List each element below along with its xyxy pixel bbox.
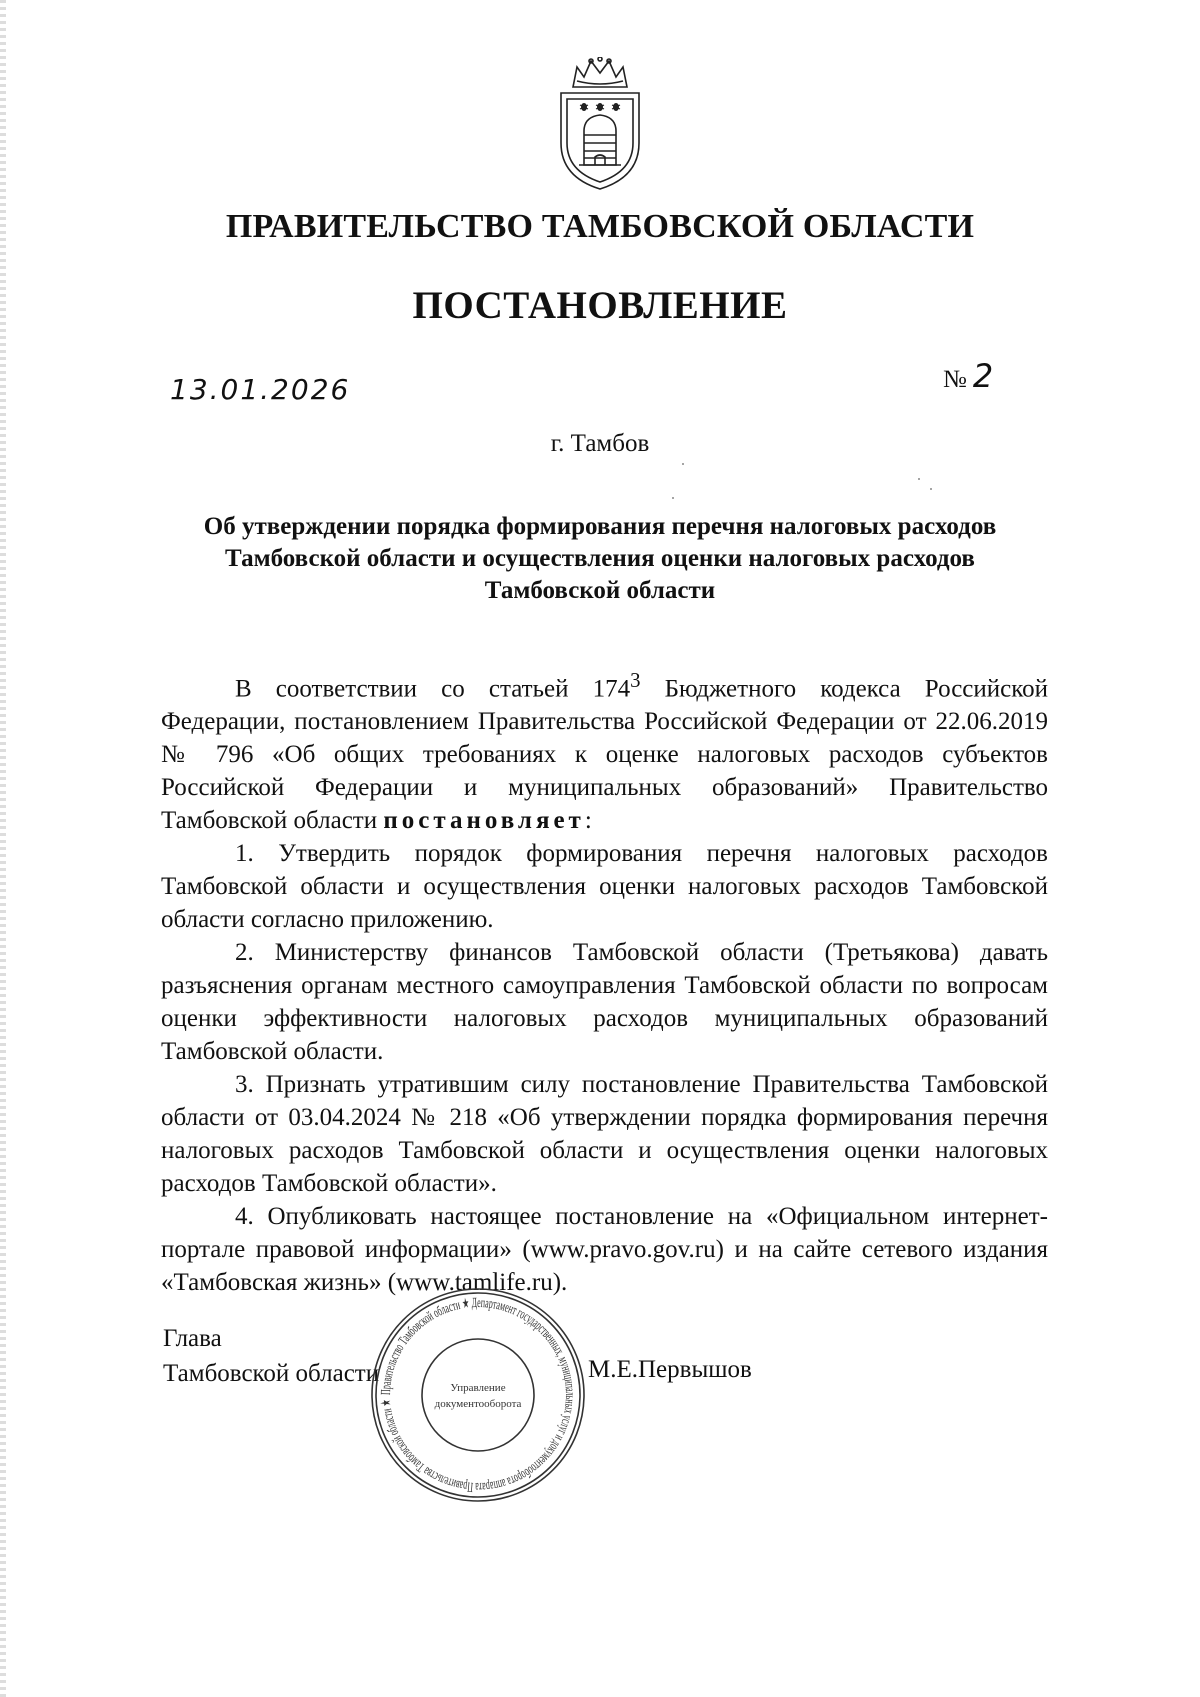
preamble-paragraph xyxy=(161,664,1048,837)
stamp-center-line: документооборота xyxy=(434,1398,522,1410)
signatory-name: М.Е.Первышов xyxy=(588,1356,752,1383)
signatory-title-line: Тамбовской области xyxy=(163,1360,380,1387)
article-superscript: 3 xyxy=(630,668,641,692)
stamp-center-line: Управление xyxy=(450,1382,506,1394)
numbered-item: 4. Опубликовать настоящее постановление на «Официальном интернет-портале правовой информации» (www.pravo.gov.ru) и на сайте сетевого издания «Тамбовская жизнь» (www.tamlife.ru). xyxy=(161,1203,1048,1297)
document-number xyxy=(943,357,995,395)
subject-line: Тамбовской области xyxy=(484,577,716,604)
coat-of-arms-emblem xyxy=(551,57,649,193)
scan-speck xyxy=(672,497,674,499)
subject-line: Об утверждении порядка формирования перечня налоговых расходов xyxy=(203,513,997,540)
scan-speck xyxy=(930,488,932,490)
scan-speck xyxy=(918,478,920,480)
numbered-item: 2. Министерству финансов Тамбовской области (Третьякова) давать разъяснения органам местного самоуправления Тамбовской области по вопросам оценки эффективности налоговых расходов муниципальных образований Тамбовской области. xyxy=(161,939,1048,1066)
numbered-item: 3. Признать утратившим силу постановление Правительства Тамбовской области от 03.04.2024 № 218 «Об утверждении порядка формирования перечня налоговых расходов Тамбовской области и осуществления оценки налоговых расходов Тамбовской области». xyxy=(161,1071,1048,1198)
document-date: 13.01.2026 xyxy=(170,373,351,406)
numbered-item: 1. Утвердить порядок формирования перечня налоговых расходов Тамбовской области и осуществления оценки налоговых расходов Тамбовской области согласно приложению. xyxy=(161,840,1048,934)
signatory-title xyxy=(163,1321,379,1391)
document-body xyxy=(161,664,1048,1299)
document-type-title: ПОСТАНОВЛЕНИЕ xyxy=(412,284,788,327)
number-value: 2 xyxy=(972,357,996,395)
document-subject xyxy=(150,511,1050,607)
number-label: № xyxy=(943,366,967,393)
city: г. Тамбов xyxy=(550,430,650,457)
signatory-title-line: Глава xyxy=(163,1325,222,1352)
preamble-text: В соответствии со статьей 174 xyxy=(235,675,631,703)
official-stamp xyxy=(368,1285,588,1505)
scan-speck xyxy=(682,463,684,465)
preamble-end: : xyxy=(584,807,592,835)
decree-word: постановляет xyxy=(383,807,585,835)
scan-edge xyxy=(0,0,6,1697)
stamp-outer-text: Правительство Тамбовской области ★ Департамент государственных, муниципальных услуг и документооборота аппарата Правительства Тамбовской области ★ xyxy=(378,1295,578,1495)
preamble-text: Бюджетного кодекса Российской Федерации, постановлением Правительства Российской Федерации от 22.06.2019 № 796 «Об общих требованиях к оценке налоговых расходов субъектов Российской Федерации и муниципальных образований» Правительство Тамбовской области xyxy=(161,675,1049,835)
subject-line: Тамбовской области и осуществления оценки налоговых расходов xyxy=(225,545,975,572)
organization-title: ПРАВИТЕЛЬСТВО ТАМБОВСКОЙ ОБЛАСТИ xyxy=(225,208,975,245)
